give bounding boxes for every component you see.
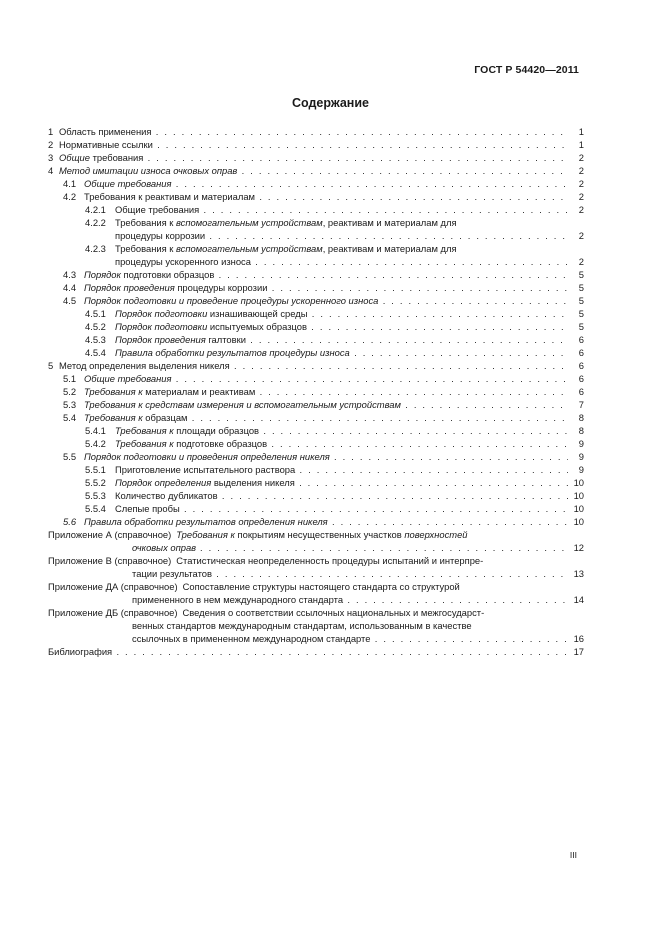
toc-entry[interactable] <box>48 528 584 554</box>
toc-entry-number: 4.1 <box>63 178 77 189</box>
toc-entry[interactable] <box>48 554 584 580</box>
toc-entry-title: Порядок проведения <box>115 334 206 345</box>
toc-entry-title: образцам <box>142 412 188 423</box>
appendix-label: Приложение В (справочное) <box>48 555 172 566</box>
toc-entry-title: Общие требования <box>84 178 172 189</box>
toc-entry-number: 4.5.4 <box>85 347 106 358</box>
toc-entry-title: Требования к <box>84 412 143 423</box>
toc-entry-line <box>48 151 568 164</box>
toc-entry-line <box>48 177 568 190</box>
toc-entry-title: испытуемых образцов <box>207 321 307 332</box>
toc-entry-line <box>48 463 568 476</box>
toc-entry-line <box>48 164 568 177</box>
toc-entry-title: вспомогательным устройствам <box>176 217 323 228</box>
toc-entry[interactable] <box>48 424 584 437</box>
toc-entry-continuation: тации результатов . . . <box>48 567 568 580</box>
toc-entry-number: Библиография <box>48 646 113 657</box>
toc-entry-line <box>48 320 568 333</box>
toc-entry[interactable] <box>48 450 584 463</box>
toc-entry-line <box>48 242 568 255</box>
toc-entry-title: Правила обработки результатов определения никеля <box>84 516 328 527</box>
toc-entry[interactable] <box>48 411 584 424</box>
toc-entry-title: покрытиям несущественных участков <box>234 529 405 540</box>
toc-entry-number: 5.5 <box>63 451 77 462</box>
toc-entry[interactable] <box>48 294 584 307</box>
toc-page-number: 6 <box>578 347 584 358</box>
toc-page-number: 10 <box>573 503 584 514</box>
toc-entry-title: требования <box>89 152 144 163</box>
toc-entry-line <box>48 476 568 489</box>
toc-entry-title: , реактивам и материалам для <box>322 243 457 254</box>
toc-entry[interactable] <box>48 476 584 489</box>
toc-page-number: 10 <box>573 490 584 501</box>
table-of-contents <box>48 125 584 658</box>
toc-entry[interactable] <box>48 138 584 151</box>
toc-page-number: 6 <box>578 373 584 384</box>
toc-entry-continuation: примененного в нем международного стандарта . . . <box>48 593 568 606</box>
toc-entry-line <box>48 216 568 229</box>
toc-entry-title: вспомогательным устройствам <box>176 243 323 254</box>
toc-entry-title: Метод определения выделения никеля <box>59 360 230 371</box>
toc-entry-line <box>48 450 568 463</box>
toc-entry[interactable] <box>48 463 584 476</box>
toc-entry[interactable] <box>48 502 584 515</box>
toc-entry-title: Слепые пробы <box>115 503 180 514</box>
toc-page-number: 8 <box>578 412 584 423</box>
toc-page-number: 5 <box>578 308 584 319</box>
toc-entry-title: Порядок подготовки и проведение процедуры ускоренного износа <box>84 295 379 306</box>
toc-entry-line <box>48 385 568 398</box>
toc-entry-line <box>48 554 568 567</box>
toc-entry[interactable] <box>48 242 584 268</box>
toc-page-number: 9 <box>578 451 584 462</box>
toc-entry-title: галтовки <box>205 334 246 345</box>
toc-entry-line <box>48 645 568 658</box>
toc-entry-title: Порядок подготовки <box>115 308 208 319</box>
toc-entry[interactable] <box>48 606 584 645</box>
toc-entry-title: Порядок подготовки и проведения определения никеля <box>84 451 330 462</box>
toc-title: Содержание <box>291 96 369 110</box>
toc-entry-number: 5.3 <box>63 399 77 410</box>
toc-entry-title: Приготовление испытательного раствора <box>115 464 296 475</box>
toc-entry-line <box>48 294 568 307</box>
toc-entry[interactable] <box>48 489 584 502</box>
toc-entry-line <box>48 333 568 346</box>
toc-entry[interactable] <box>48 203 584 216</box>
toc-page-number: 6 <box>578 386 584 397</box>
toc-entry-line <box>48 411 568 424</box>
toc-entry-line <box>48 190 568 203</box>
toc-entry-title: подготовки образцов <box>120 269 215 280</box>
appendix-label: Приложение ДА (справочное) <box>48 581 178 592</box>
toc-page-number: 5 <box>578 295 584 306</box>
toc-entry-line <box>48 268 568 281</box>
toc-entry-title: изнашивающей среды <box>207 308 308 319</box>
toc-entry-number: 4.5.1 <box>85 308 106 319</box>
toc-page-number: 5 <box>578 269 584 280</box>
toc-entry-continuation: очковых оправ . . . <box>48 541 568 554</box>
toc-entry[interactable] <box>48 307 584 320</box>
toc-entry-number: 4.5 <box>63 295 77 306</box>
toc-entry[interactable] <box>48 398 584 411</box>
toc-entry-title: процедуры коррозии <box>174 282 268 293</box>
toc-entry[interactable] <box>48 268 584 281</box>
toc-page-number: 10 <box>573 477 584 488</box>
toc-entry-number: 4.3 <box>63 269 77 280</box>
toc-entry-line <box>48 125 568 138</box>
toc-entry-title: Общие требования <box>84 373 172 384</box>
toc-entry-number: 2 <box>48 139 54 150</box>
toc-entry-number: 3 <box>48 152 54 163</box>
toc-page-number: 2 <box>578 256 584 267</box>
toc-entry[interactable] <box>48 515 584 528</box>
toc-page-number: 16 <box>573 633 584 644</box>
toc-page-number: 2 <box>578 204 584 215</box>
toc-page-number: 14 <box>573 594 584 605</box>
toc-entry[interactable] <box>48 164 584 177</box>
toc-page-number: 2 <box>578 165 584 176</box>
toc-entry-line <box>48 372 568 385</box>
toc-entry-number: 5.4.1 <box>85 425 106 436</box>
toc-entry[interactable] <box>48 333 584 346</box>
document-code: ГОСТ Р 54420—2011 <box>474 64 579 76</box>
toc-entry-title: Общие <box>59 152 90 163</box>
toc-entry-continuation: венных стандартов международным стандартам, использованным в качестве <box>132 620 472 631</box>
toc-page-number: 9 <box>578 464 584 475</box>
toc-entry-title: Правила обработки результатов процедуры износа <box>115 347 350 358</box>
toc-entry-line <box>48 528 568 541</box>
toc-entry-number: 4.5.2 <box>85 321 106 332</box>
toc-entry[interactable] <box>48 177 584 190</box>
toc-entry-number: 4.2.1 <box>85 204 106 215</box>
toc-page-number: 1 <box>578 139 584 150</box>
toc-entry-title: Требования к реактивам и материалам <box>84 191 256 202</box>
toc-entry-line <box>48 606 568 619</box>
toc-entry-line <box>48 281 568 294</box>
toc-entry-title: Статистическая неопределенность процедуры испытаний и интерпре- <box>176 555 484 566</box>
toc-entry-title: Требования к средствам измерения и вспомогательным устройствам <box>84 399 401 410</box>
toc-entry-number: 4 <box>48 165 54 176</box>
toc-entry-number: 1 <box>48 126 54 137</box>
toc-entry-number: 4.2.3 <box>85 243 106 254</box>
toc-entry-title: Область применения <box>59 126 152 137</box>
toc-entry-title: Порядок подготовки <box>115 321 208 332</box>
toc-entry-continuation: ссылочных в примененном международном стандарте . . . <box>48 632 568 645</box>
toc-entry-title: Требования к <box>176 529 235 540</box>
toc-entry-title: выделения никеля <box>211 477 295 488</box>
toc-entry-title: подготовке образцов <box>173 438 268 449</box>
toc-entry-number: 5.1 <box>63 373 77 384</box>
toc-entry[interactable] <box>48 216 584 242</box>
toc-entry-title: Количество дубликатов <box>115 490 218 501</box>
toc-entry-title: поверхностей <box>404 529 468 540</box>
toc-page-number: 6 <box>578 360 584 371</box>
toc-entry-title: Требования к <box>84 386 143 397</box>
toc-entry[interactable] <box>48 645 584 658</box>
toc-entry-number: 5.5.1 <box>85 464 106 475</box>
toc-entry-number: 5.5.3 <box>85 490 106 501</box>
appendix-label: Приложение ДБ (справочное) <box>48 607 178 618</box>
toc-entry[interactable] <box>48 320 584 333</box>
toc-entry-title: площади образцов <box>173 425 260 436</box>
toc-entry-title: Требования к <box>115 438 174 449</box>
page-number: III <box>569 850 577 860</box>
toc-page-number: 17 <box>573 646 584 657</box>
toc-entry[interactable] <box>48 346 584 359</box>
toc-page-number: 6 <box>578 334 584 345</box>
toc-page-number: 2 <box>578 152 584 163</box>
toc-entry-line <box>48 346 568 359</box>
toc-entry-title: , реактивам и материалам для <box>322 217 457 228</box>
toc-entry[interactable] <box>48 151 584 164</box>
toc-entry-title: Требования к <box>115 217 176 228</box>
toc-entry-number: 5.4.2 <box>85 438 106 449</box>
toc-entry[interactable] <box>48 281 584 294</box>
toc-entry-number: 5.6 <box>63 516 77 527</box>
toc-entry-line <box>48 424 568 437</box>
toc-page-number: 8 <box>578 425 584 436</box>
toc-entry-title: Требования к <box>115 243 176 254</box>
toc-entry-title: материалам и реактивам <box>142 386 256 397</box>
toc-entry-title: Порядок <box>84 269 121 280</box>
toc-entry[interactable] <box>48 437 584 450</box>
toc-entry-number: 5.2 <box>63 386 77 397</box>
toc-entry-title: Сведения о соответствии ссылочных национальных и межгосударст- <box>182 607 485 618</box>
toc-entry-number: 4.2.2 <box>85 217 106 228</box>
toc-entry-title: Общие требования <box>115 204 200 215</box>
toc-page-number: 2 <box>578 230 584 241</box>
toc-page-number: 7 <box>578 399 584 410</box>
toc-entry-number: 5.5.2 <box>85 477 106 488</box>
toc-entry-number: 4.2 <box>63 191 77 202</box>
toc-entry[interactable] <box>48 385 584 398</box>
toc-page-number: 10 <box>573 516 584 527</box>
toc-entry[interactable] <box>48 580 584 606</box>
toc-entry-title: Сопоставление структуры настоящего стандарта со структурой <box>182 581 460 592</box>
toc-entry-title: Нормативные ссылки <box>59 139 153 150</box>
appendix-label: Приложение А (справочное) <box>48 529 172 540</box>
toc-entry-title: Порядок определения <box>115 477 212 488</box>
toc-entry-line <box>48 398 568 411</box>
toc-page-number: 5 <box>578 282 584 293</box>
toc-entry-line <box>48 307 568 320</box>
toc-entry-line <box>48 359 568 372</box>
toc-page-number: 2 <box>578 178 584 189</box>
toc-page-number: 2 <box>578 191 584 202</box>
toc-page-number: 5 <box>578 321 584 332</box>
toc-entry-line <box>48 437 568 450</box>
toc-entry[interactable] <box>48 125 584 138</box>
toc-entry-line <box>48 138 568 151</box>
toc-entry-number: 5.4 <box>63 412 77 423</box>
toc-entry-number: 4.4 <box>63 282 77 293</box>
toc-entry-line <box>48 203 568 216</box>
toc-entry-title: Требования к <box>115 425 174 436</box>
toc-entry[interactable] <box>48 372 584 385</box>
toc-page-number: 9 <box>578 438 584 449</box>
toc-entry[interactable] <box>48 359 584 372</box>
toc-entry-continuation: процедуры ускоренного износа . . . <box>48 255 568 268</box>
toc-page-number: 12 <box>573 542 584 553</box>
toc-entry-number: 5.5.4 <box>85 503 106 514</box>
toc-entry[interactable] <box>48 190 584 203</box>
toc-entry-line <box>48 515 568 528</box>
toc-entry-title: Порядок проведения <box>84 282 175 293</box>
toc-entry-title: Метод имитации износа очковых оправ <box>59 165 238 176</box>
toc-entry-number: 4.5.3 <box>85 334 106 345</box>
toc-entry-line <box>48 502 568 515</box>
toc-entry-line <box>48 489 568 502</box>
toc-entry-continuation: процедуры коррозии . . . <box>48 229 568 242</box>
toc-page-number: 13 <box>573 568 584 579</box>
toc-entry-number: 5 <box>48 360 54 371</box>
toc-entry-line <box>48 580 568 593</box>
toc-page-number: 1 <box>578 126 584 137</box>
